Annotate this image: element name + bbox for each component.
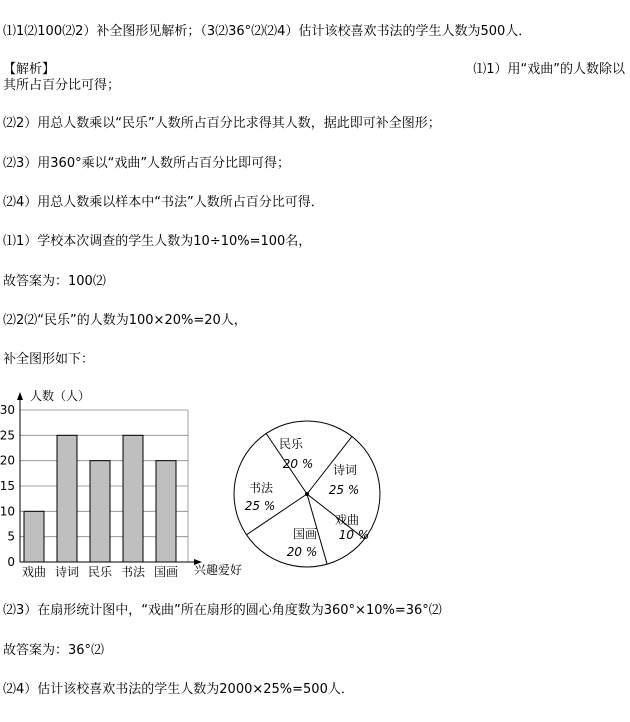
y-axis-arrow	[17, 392, 23, 400]
slice-label-民乐: 民乐	[278, 437, 304, 451]
slice-label-书法: 书法	[248, 481, 274, 495]
bar-戏曲	[24, 511, 44, 562]
slice-label-诗词: 诗词	[332, 463, 358, 477]
answer-line: ⑴1⑵100⑵2）补全图形见解析；（3⑵36°⑵⑵4）估计该校喜欢书法的学生人数为500人．	[3, 24, 532, 39]
solution-4: ⑵4）估计该校喜欢书法的学生人数为2000×25%=500人．	[3, 682, 354, 697]
bar-国画	[156, 461, 176, 562]
slice-label-戏曲: 戏曲	[334, 513, 360, 527]
x-tick-label: 诗词	[54, 565, 80, 579]
slice-percent: 20 %	[282, 457, 314, 471]
answer-3: 故答案为：36°⑵	[3, 643, 105, 658]
y-axis-label: 人数（人）	[30, 389, 91, 403]
y-tick-label: 5	[7, 529, 15, 544]
y-tick-label: 10	[0, 504, 15, 519]
solution-3: ⑵3）在扇形统计图中，“戏曲”所在扇形的圆心角度数为360°×10%=36°⑵	[3, 603, 442, 618]
figure-area	[0, 382, 630, 592]
answer-1: 故答案为：100⑵	[3, 274, 106, 289]
y-tick-label: 25	[0, 428, 15, 443]
y-tick-label: 30	[0, 403, 15, 417]
analysis-p4: ⑵4）用总人数乘以样本中“书法”人数所占百分比可得．	[3, 195, 324, 210]
analysis-p1-cont: 其所占百分比可得；	[3, 78, 121, 93]
bar-民乐	[90, 461, 110, 562]
slice-percent: 25 %	[244, 499, 276, 513]
solution-2: ⑵2⑵“民乐”的人数为100×20%=20人，	[3, 313, 247, 328]
figure-intro: 补全图形如下：	[3, 352, 95, 367]
x-tick-label: 戏曲	[21, 565, 47, 579]
analysis-p2: ⑵2）用总人数乘以“民乐”人数所占百分比求得其人数，据此即可补全图形；	[3, 116, 441, 131]
x-axis-label: 兴趣爱好	[194, 563, 243, 577]
x-tick-label: 国画	[153, 565, 179, 579]
x-tick-label: 民乐	[87, 565, 113, 579]
y-tick-label: 20	[0, 453, 15, 468]
y-tick-label: 0	[7, 555, 15, 569]
y-tick-label: 15	[0, 479, 15, 493]
solution-1: ⑴1）学校本次调查的学生人数为10÷10%=100名，	[3, 234, 312, 249]
slice-percent: 25 %	[328, 483, 360, 497]
analysis-label: 【解析】	[3, 62, 56, 77]
pie-center-dot	[305, 492, 309, 496]
slice-label-国画: 国画	[292, 527, 318, 541]
x-tick-label: 书法	[120, 565, 146, 579]
slice-percent: 20 %	[286, 545, 318, 559]
bar-诗词	[57, 435, 77, 562]
analysis-p1-right: ⑴1）用“戏曲”的人数除以	[473, 62, 625, 77]
analysis-p3: ⑵3）用360°乘以“戏曲”人数所占百分比即可得；	[3, 156, 291, 171]
bar-书法	[123, 435, 143, 562]
slice-percent: 10 %	[338, 528, 370, 542]
bar-chart	[0, 388, 242, 579]
pie-chart	[234, 421, 380, 567]
